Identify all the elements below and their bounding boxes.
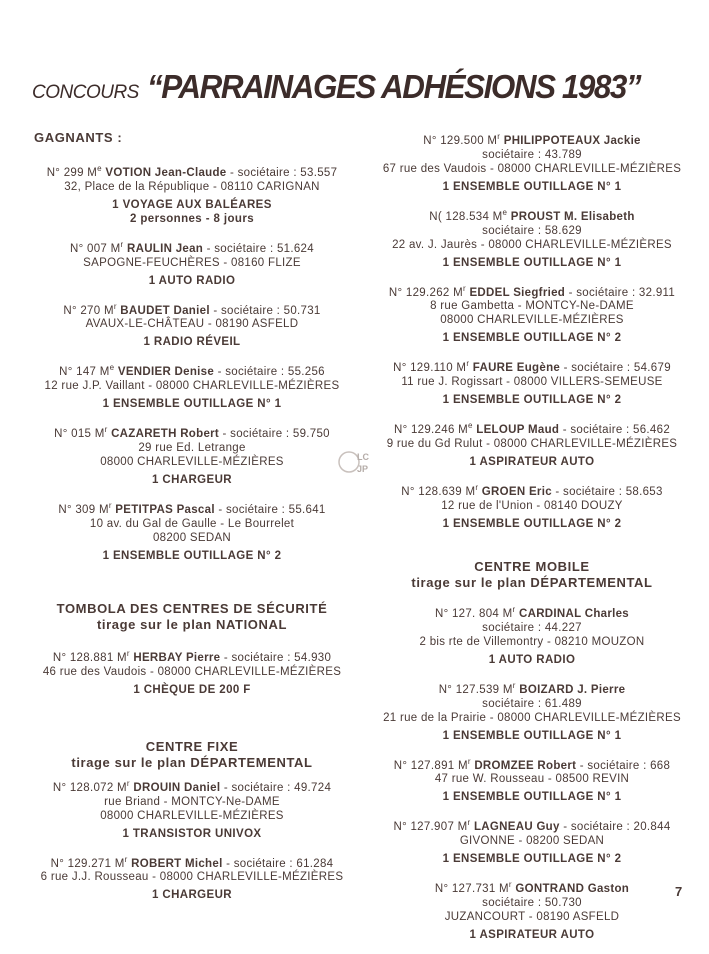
- winner-line: [368, 357, 696, 375]
- address-line: SAPOGNE-FEUCHÈRES - 08160 FLIZE: [83, 256, 301, 269]
- member-number: - sociétaire : 54.930: [220, 651, 332, 664]
- prize-label: 1 CHARGEUR: [151, 889, 233, 902]
- ticket-number: N° 129.246 M: [393, 424, 469, 437]
- prize-label: 1 VOYAGE AUX BALÉARES: [112, 198, 272, 211]
- winner-name: PHILIPPOTEAUX Jackie: [503, 134, 641, 147]
- winner-name: DROUIN Daniel: [133, 781, 221, 794]
- winner-line: [368, 679, 696, 697]
- winner-name: LELOUP Maud: [476, 424, 560, 437]
- gagnants-list: [28, 162, 356, 563]
- centre-mobile-heading-line2: tirage sur le plan DÉPARTEMENTAL: [411, 574, 653, 590]
- centre-fixe-list: [28, 777, 356, 903]
- winner-entry: [368, 481, 696, 531]
- prize-label: 1 CHÈQUE DE 200 F: [133, 683, 251, 696]
- winner-entry: [368, 755, 696, 805]
- address-line: GIVONNE - 08200 SEDAN: [459, 835, 605, 848]
- winner-name: RAULIN Jean: [126, 242, 204, 255]
- title-abbrev: e: [502, 207, 508, 217]
- winner-name: BOIZARD J. Pierre: [519, 683, 626, 696]
- winner-entry: [368, 816, 696, 866]
- prize-label: 1 ENSEMBLE OUTILLAGE N° 1: [442, 256, 622, 269]
- winner-name: DROMZEE Robert: [474, 759, 577, 772]
- member-number: - sociétaire : 20.844: [559, 821, 671, 834]
- svg-text:JP: JP: [357, 464, 369, 474]
- right-column: [368, 130, 696, 954]
- address-line: 22 av. J. Jaurès - 08000 CHARLEVILLE-MÉZIÈRES: [392, 238, 672, 251]
- winner-name: HERBAY Pierre: [133, 651, 221, 664]
- winner-entry: [28, 647, 356, 697]
- winner-entry: [368, 357, 696, 407]
- prize-label: 1 ENSEMBLE OUTILLAGE N° 2: [442, 853, 622, 866]
- tombola-list: [28, 647, 356, 697]
- prize-label: 1 ENSEMBLE OUTILLAGE N° 2: [442, 332, 622, 345]
- address-line: 32, Place de la République - 08110 CARIGNAN: [64, 180, 320, 193]
- winner-name: CARDINAL Charles: [518, 607, 630, 620]
- member-number: - sociétaire : 61.284: [222, 857, 334, 870]
- winner-name: BAUDET Daniel: [120, 304, 210, 317]
- address-line: 10 av. du Gal de Gaulle - Le Bourrelet: [89, 517, 295, 530]
- member-number: - sociétaire : 58.653: [551, 485, 663, 498]
- winner-name: ROBERT Michel: [131, 857, 223, 870]
- tombola-heading-line1: TOMBOLA DES CENTRES DE SÉCURITÉ: [56, 600, 328, 616]
- member-number: - sociétaire : 55.641: [214, 503, 326, 516]
- page-title: [32, 68, 666, 106]
- address-line: 08000 CHARLEVILLE-MÉZIÈRES: [440, 314, 624, 327]
- winner-entry: [368, 206, 696, 270]
- gagnants-heading: GAGNANTS :: [34, 130, 123, 145]
- winner-name: VOTION Jean-Claude: [105, 166, 227, 179]
- centre-fixe-heading: [28, 739, 356, 771]
- address-line: JUZANCOURT - 08190 ASFELD: [444, 911, 620, 924]
- title-abbrev: r: [467, 756, 471, 766]
- address-line: 67 rue des Vaudois - 08000 CHARLEVILLE-MÉZIÈRES: [382, 162, 682, 175]
- prize-label: 1 CHARGEUR: [151, 474, 233, 487]
- winner-entry: [28, 162, 356, 226]
- address-line: 11 rue J. Rogissart - 08000 VILLERS-SEMEUSE: [401, 376, 663, 389]
- prize-label: 1 ASPIRATEUR AUTO: [469, 929, 595, 942]
- address-line: 08000 CHARLEVILLE-MÉZIÈRES: [100, 809, 284, 822]
- member-number: - sociétaire : 59.750: [219, 428, 330, 441]
- winner-line: [28, 647, 356, 665]
- prize-label: 1 ENSEMBLE OUTILLAGE N° 1: [442, 180, 622, 193]
- prize-label: 1 ENSEMBLE OUTILLAGE N° 2: [102, 549, 282, 562]
- address-line: 29 rue Ed. Letrange: [138, 442, 246, 455]
- address-line: rue Briand - MONTCY-Ne-DAME: [104, 795, 280, 808]
- ticket-number: N° 128.639 M: [401, 485, 476, 498]
- winner-line: [368, 130, 696, 148]
- address-line: 2 bis rte de Villemontry - 08210 MOUZON: [419, 635, 645, 648]
- address-line: 12 rue de l'Union - 08140 DOUZY: [441, 499, 623, 512]
- winner-entry: [28, 853, 356, 903]
- winner-name: PETITPAS Pascal: [115, 503, 215, 516]
- prize-label: 1 AUTO RADIO: [148, 274, 236, 287]
- ticket-number: N° 015 M: [54, 428, 105, 441]
- winner-name: GROEN Eric: [481, 485, 552, 498]
- address-line: sociétaire : 61.489: [482, 697, 582, 710]
- winner-entry: [28, 423, 356, 487]
- ticket-number: N° 129.110 M: [393, 362, 467, 375]
- centre-mobile-heading-line1: CENTRE MOBILE: [474, 558, 590, 574]
- title-abbrev: r: [126, 648, 130, 658]
- winner-entry: [28, 238, 356, 288]
- ticket-number: N° 129.271 M: [50, 857, 125, 870]
- address-line: AVAUX-LE-CHÂTEAU - 08190 ASFELD: [85, 318, 299, 331]
- winner-line: [368, 481, 696, 499]
- ticket-number: N° 129.262 M: [388, 286, 463, 299]
- prize-label: 1 ENSEMBLE OUTILLAGE N° 1: [102, 398, 282, 411]
- winner-line: [368, 419, 696, 437]
- ticket-number: N° 147 M: [59, 366, 110, 379]
- winner-line: [28, 777, 356, 795]
- address-line: 9 rue du Gd Rulut - 08000 CHARLEVILLE-MÉZIÈRES: [386, 438, 678, 451]
- title-abbrev: r: [467, 818, 471, 828]
- winner-line: [28, 499, 356, 517]
- winner-line: [28, 238, 356, 256]
- centre-fixe-continued-list: [368, 130, 696, 531]
- address-line: 8 rue Gambetta - MONTCY-Ne-DAME: [430, 300, 634, 313]
- member-number: - sociétaire : 49.724: [220, 781, 332, 794]
- centre-mobile-heading: [368, 559, 696, 591]
- winner-entry: [28, 361, 356, 411]
- title-abbrev: r: [512, 680, 516, 690]
- winner-line: [368, 603, 696, 621]
- ticket-number: N( 128.534 M: [429, 210, 503, 223]
- winner-entry: [368, 679, 696, 743]
- address-line: 6 rue J.J. Rousseau - 08000 CHARLEVILLE-MÉZIÈRES: [40, 871, 344, 884]
- address-line: sociétaire : 44.227: [482, 621, 582, 634]
- tombola-heading-line2: tirage sur le plan NATIONAL: [96, 616, 288, 632]
- prize-label: 2 personnes - 8 jours: [129, 212, 255, 225]
- title-abbrev: r: [497, 132, 501, 141]
- winner-line: [368, 282, 696, 300]
- title-abbrev: r: [466, 359, 470, 369]
- member-number: - sociétaire : 50.731: [209, 304, 321, 317]
- address-line: 47 rue W. Rousseau - 08500 REVIN: [434, 773, 630, 786]
- title-abbrev: e: [468, 421, 473, 431]
- ticket-number: N° 007 M: [70, 242, 121, 255]
- member-number: - sociétaire : 55.256: [214, 366, 325, 379]
- member-number: - sociétaire : 32.911: [565, 286, 676, 299]
- title-abbrev: r: [475, 483, 479, 493]
- ticket-number: N° 127.907 M: [393, 821, 468, 834]
- title-abbrev: r: [124, 854, 128, 864]
- title-main: “PARRAINAGES ADHÉSIONS 1983”: [146, 68, 641, 105]
- ticket-number: N° 299 M: [46, 166, 98, 179]
- winner-entry: [28, 300, 356, 350]
- member-number: - sociétaire : 51.624: [203, 242, 314, 255]
- tombola-heading: [28, 601, 356, 633]
- winner-entry: [368, 130, 696, 194]
- ticket-number: N° 127. 804 M: [434, 607, 513, 620]
- address-line: 21 rue de la Prairie - 08000 CHARLEVILLE-MÉZIÈRES: [383, 711, 681, 724]
- prize-label: 1 AUTO RADIO: [488, 653, 576, 666]
- winner-line: [28, 853, 356, 871]
- centre-fixe-heading-line1: CENTRE FIXE: [145, 738, 239, 754]
- centre-fixe-heading-line2: tirage sur le plan DÉPARTEMENTAL: [71, 754, 313, 770]
- left-column: [28, 130, 356, 914]
- address-line: 46 rue des Vaudois - 08000 CHARLEVILLE-MÉZIÈRES: [42, 665, 342, 678]
- winner-name: CAZARETH Robert: [111, 428, 220, 441]
- prize-label: 1 ENSEMBLE OUTILLAGE N° 2: [442, 394, 622, 407]
- centre-mobile-list: [368, 603, 696, 942]
- winner-entry: [368, 419, 696, 469]
- prize-label: 1 ENSEMBLE OUTILLAGE N° 1: [442, 791, 622, 804]
- title-abbrev: r: [508, 880, 512, 890]
- title-abbrev: r: [512, 604, 516, 614]
- winner-line: [368, 816, 696, 834]
- winner-name: GONTRAND Gaston: [515, 883, 630, 896]
- address-line: 08200 SEDAN: [152, 531, 232, 544]
- ticket-number: N° 309 M: [58, 503, 109, 516]
- winner-name: EDDEL Siegfried: [469, 286, 566, 299]
- title-abbrev: r: [120, 239, 124, 249]
- winner-entry: [28, 499, 356, 563]
- address-line: sociétaire : 50.730: [482, 897, 582, 910]
- winner-name: PROUST M. Elisabeth: [510, 210, 635, 223]
- ticket-number: N° 128.881 M: [52, 651, 127, 664]
- address-line: sociétaire : 43.789: [482, 148, 582, 161]
- prize-label: 1 TRANSISTOR UNIVOX: [122, 827, 262, 840]
- winner-line: [28, 361, 356, 379]
- winner-name: FAURE Eugène: [472, 362, 561, 375]
- page-number: 7: [675, 884, 683, 899]
- address-line: 12 rue J.P. Vaillant - 08000 CHARLEVILLE-MÉZIÈRES: [44, 380, 340, 393]
- winner-line: [368, 206, 696, 224]
- prize-label: 1 ENSEMBLE OUTILLAGE N° 2: [442, 517, 622, 530]
- winner-name: VENDIER Denise: [117, 366, 215, 379]
- winner-line: [28, 162, 356, 180]
- title-abbrev: r: [126, 778, 130, 788]
- member-number: - sociétaire : 54.679: [560, 362, 671, 375]
- prize-label: 1 ENSEMBLE OUTILLAGE N° 1: [442, 729, 622, 742]
- title-abbrev: r: [113, 301, 117, 311]
- member-number: - sociétaire : 56.462: [559, 424, 671, 437]
- winner-line: [368, 755, 696, 773]
- winner-line: [368, 878, 696, 896]
- title-abbrev: r: [462, 283, 466, 293]
- title-prefix: CONCOURS: [32, 82, 139, 103]
- ticket-number: N° 127.539 M: [438, 683, 513, 696]
- member-number: - sociétaire : 668: [576, 759, 671, 772]
- winner-entry: [28, 777, 356, 841]
- winner-line: [28, 423, 356, 441]
- title-abbrev: e: [109, 363, 115, 373]
- ticket-number: N° 127.891 M: [393, 759, 468, 772]
- winner-entry: [368, 878, 696, 942]
- member-number: - sociétaire : 53.557: [226, 166, 338, 179]
- ticket-number: N° 129.500 M: [423, 134, 498, 147]
- ticket-number: N° 128.072 M: [52, 781, 127, 794]
- winner-entry: [368, 282, 696, 346]
- ticket-number: N° 127.731 M: [434, 883, 509, 896]
- winner-name: LAGNEAU Guy: [473, 821, 560, 834]
- address-line: sociétaire : 58.629: [482, 224, 582, 237]
- title-abbrev: r: [108, 501, 112, 511]
- winner-entry: [368, 603, 696, 667]
- address-line: 08000 CHARLEVILLE-MÉZIÈRES: [100, 456, 284, 469]
- title-abbrev: e: [97, 164, 102, 173]
- prize-label: 1 ASPIRATEUR AUTO: [469, 456, 595, 469]
- svg-text:LC: LC: [357, 452, 369, 462]
- ticket-number: N° 270 M: [63, 304, 114, 317]
- prize-label: 1 RADIO RÉVEIL: [143, 336, 241, 349]
- title-abbrev: r: [104, 425, 108, 435]
- winner-line: [28, 300, 356, 318]
